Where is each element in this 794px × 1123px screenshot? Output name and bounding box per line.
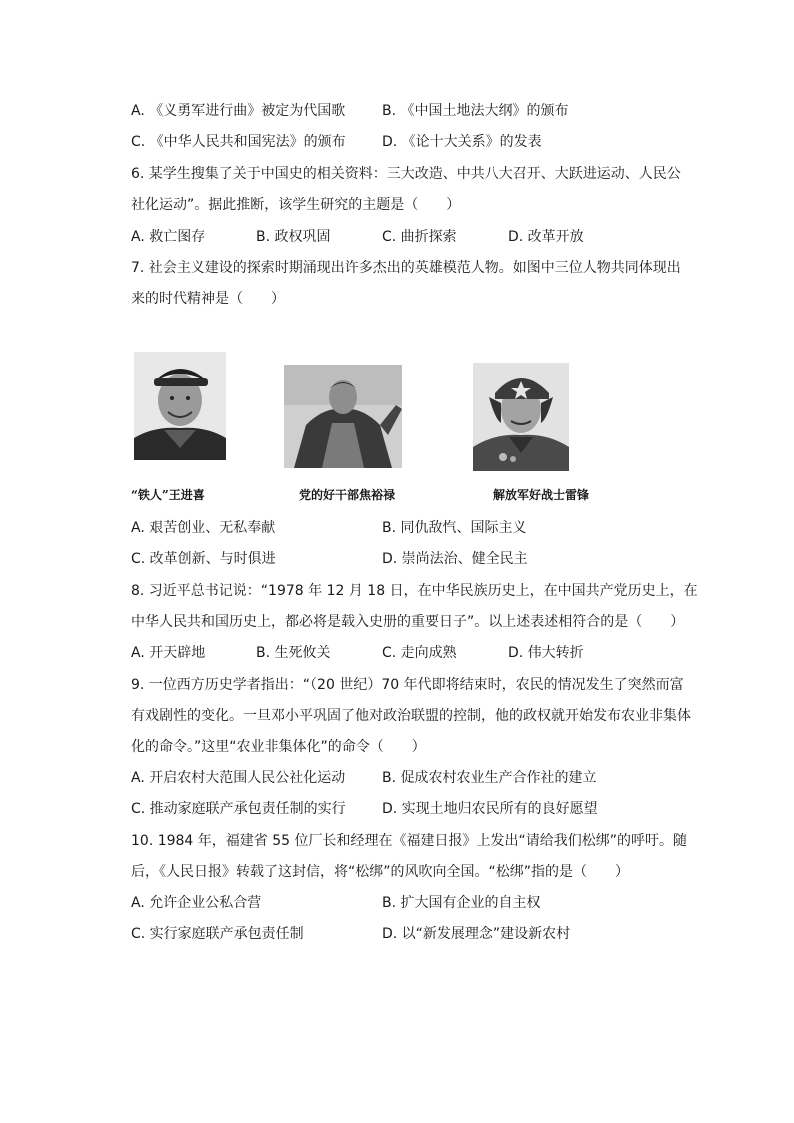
q8-option-d: D. 伟大转折 xyxy=(508,645,584,661)
q10-option-d: D. 以“新发展理念”建设新农村 xyxy=(382,926,571,942)
q8-stem-line2: 中华人民共和国历史上，都必将是载入史册的重要日子”。以上述表述相符合的是（ ） xyxy=(131,614,685,630)
q10-stem-line1: 10. 1984 年，福建省 55 位厂长和经理在《福建日报》上发出“请给我们松绑”的呼吁。随 xyxy=(131,833,688,849)
q7-option-b: B. 同仇敌忾、国际主义 xyxy=(382,520,527,536)
q6-option-c: C. 曲折探索 xyxy=(382,229,457,245)
q10-option-b: B. 扩大国有企业的自主权 xyxy=(382,895,541,911)
q6-option-d: D. 改革开放 xyxy=(508,229,584,245)
q7-option-c: C. 改革创新、与时俱进 xyxy=(131,551,276,567)
q8-stem-line1: 8. 习近平总书记说：“1978 年 12 月 18 日，在中华民族历史上，在中国共产党历史上，在 xyxy=(131,583,698,599)
q9-option-c: C. 推动家庭联产承包责任制的实行 xyxy=(131,801,346,817)
caption-jiao-yulu: 党的好干部焦裕禄 xyxy=(299,488,396,502)
q7-stem-line1: 7. 社会主义建设的探索时期涌现出许多杰出的英雄模范人物。如图中三位人物共同体现出 xyxy=(131,260,681,276)
q8-option-a: A. 开天辟地 xyxy=(131,645,206,661)
q7-stem-line2: 来的时代精神是（ ） xyxy=(131,291,285,307)
q6-stem-line2: 社化运动”。据此推断，该学生研究的主题是（ ） xyxy=(131,197,461,213)
q10-option-c: C. 实行家庭联产承包责任制 xyxy=(131,926,304,942)
caption-lei-feng: 解放军好战士雷锋 xyxy=(493,488,590,502)
q5-option-b: B. 《中国土地法大纲》的颁布 xyxy=(382,103,569,119)
q10-option-a: A. 允许企业公私合营 xyxy=(131,895,262,911)
q9-stem-line1: 9. 一位西方历史学者指出：“（20 世纪）70 年代即将结束时，农民的情况发生了突然而富 xyxy=(131,677,684,693)
q5-option-c: C. 《中华人民共和国宪法》的颁布 xyxy=(131,134,346,150)
q7-option-d: D. 崇尚法治、健全民主 xyxy=(382,551,528,567)
q9-stem-line3: 化的命令。”这里“农业非集体化”的命令（ ） xyxy=(131,739,426,755)
q8-option-c: C. 走向成熟 xyxy=(382,645,457,661)
lei-feng-photo xyxy=(473,363,569,471)
wang-jinxi-photo xyxy=(134,352,226,460)
q5-option-a: A. 《义勇军进行曲》被定为代国歌 xyxy=(131,103,346,119)
q8-option-b: B. 生死攸关 xyxy=(256,645,331,661)
q6-option-a: A. 救亡图存 xyxy=(131,229,206,245)
q6-option-b: B. 政权巩固 xyxy=(256,229,331,245)
q7-option-a: A. 艰苦创业、无私奉献 xyxy=(131,520,276,536)
caption-wang-jinxi: “铁人”王进喜 xyxy=(131,488,205,502)
q9-option-b: B. 促成农村农业生产合作社的建立 xyxy=(382,770,597,786)
q5-option-d: D. 《论十大关系》的发表 xyxy=(382,134,542,150)
jiao-yulu-photo xyxy=(284,365,402,468)
q9-option-a: A. 开启农村大范围人民公社化运动 xyxy=(131,770,346,786)
q9-stem-line2: 有戏剧性的变化。一旦邓小平巩固了他对政治联盟的控制，他的政权就开始发布农业非集体 xyxy=(131,708,691,724)
q6-stem-line1: 6. 某学生搜集了关于中国史的相关资料：三大改造、中共八大召开、大跃进运动、人民公 xyxy=(131,166,681,182)
q10-stem-line2: 后，《人民日报》转载了这封信，将“松绑”的风吹向全国。“松绑”指的是（ ） xyxy=(131,864,630,880)
q9-option-d: D. 实现土地归农民所有的良好愿望 xyxy=(382,801,598,817)
